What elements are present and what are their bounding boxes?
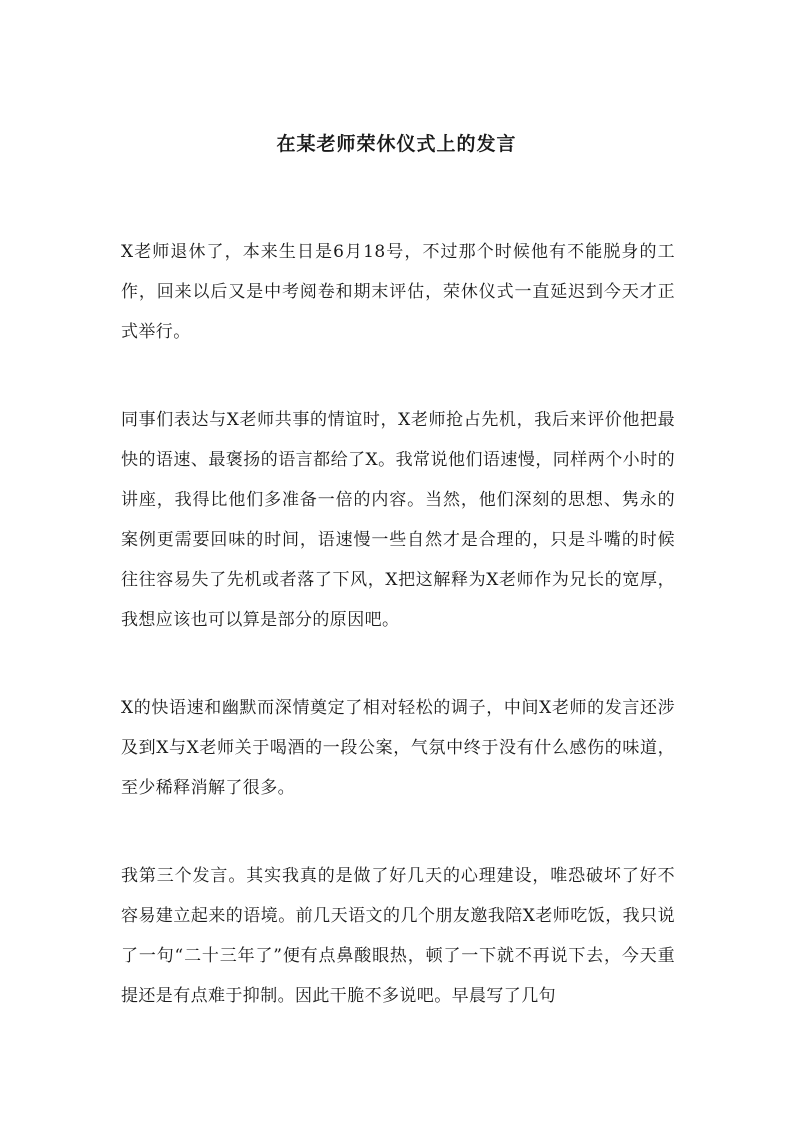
paragraph-1: X老师退休了，本来生日是6月18号，不过那个时候他有不能脱身的工作，回来以后又是中考阅卷和期末评估，荣休仪式一直延迟到今天才正式举行。: [121, 242, 675, 342]
paragraph-4: 我第三个发言。其实我真的是做了好几天的心理建设，唯恐破坏了好不容易建立起来的语境。前几天语文的几个朋友邀我陪X老师吃饭，我只说了一句“二十三年了”便有点鼻酸眼热，顿了一下就不再说下去，今天重提还是有点难于抑制。因此干脆不多说吧。早晨写了几句: [121, 866, 675, 1006]
paragraph-2: 同事们表达与X老师共事的情谊时，X老师抢占先机，我后来评价他把最快的语速、最褒扬的语言都给了X。我常说他们语速慢，同样两个小时的讲座，我得比他们多准备一倍的内容。当然，他们深刻的思想、隽永的案例更需要回味的时间，语速慢一些自然才是合理的，只是斗嘴的时候往往容易失了先机或者落了下风，X把这解释为X老师作为兄长的宽厚，我想应该也可以算是部分的原因吧。: [121, 410, 675, 630]
document-title: 在某老师荣休仪式上的发言: [276, 133, 517, 155]
document-body: [121, 232, 675, 1064]
paragraph-3: X的快语速和幽默而深情奠定了相对轻松的调子，中间X老师的发言还涉及到X与X老师关于喝酒的一段公案，气氛中终于没有什么感伤的味道，至少稀释消解了很多。: [121, 698, 675, 798]
